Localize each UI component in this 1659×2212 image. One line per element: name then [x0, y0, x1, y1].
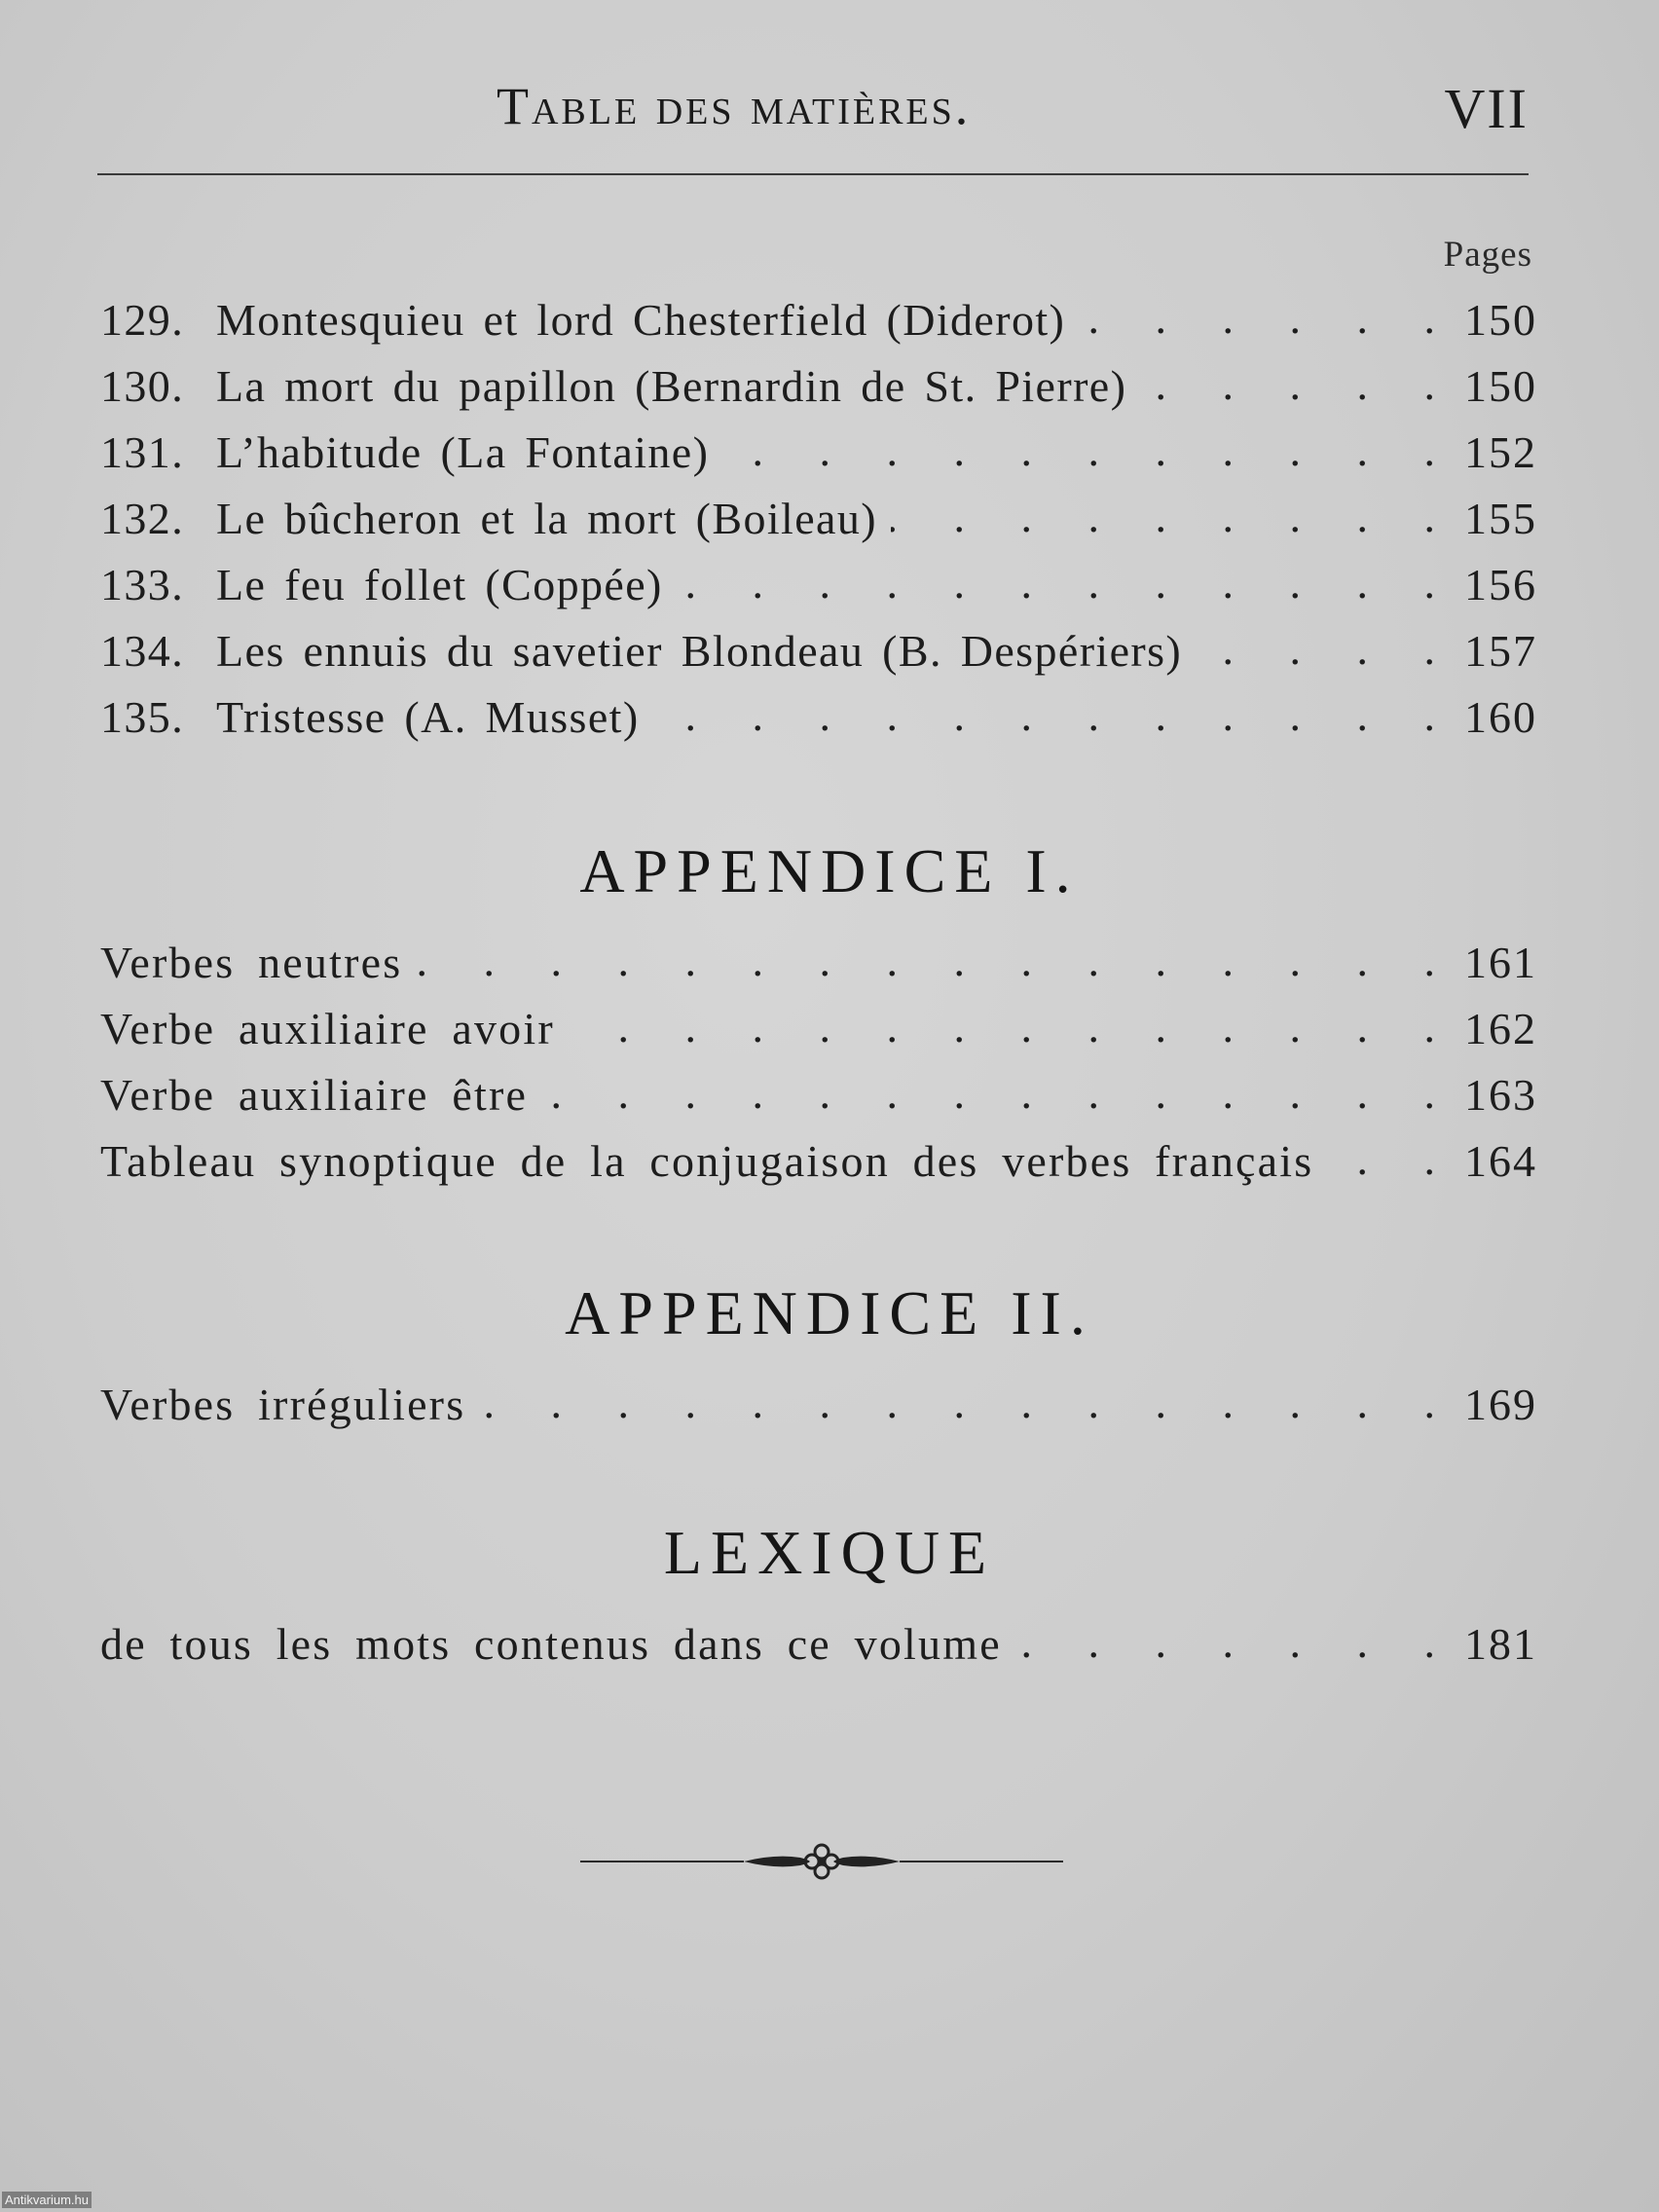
appendice-2-entries	[100, 1379, 1537, 1445]
toc-entry	[100, 294, 1537, 360]
entry-title: Verbes irréguliers	[100, 1380, 466, 1429]
dot-leader	[1196, 623, 1455, 675]
dot-leader	[1079, 292, 1455, 344]
entry-title: Tristesse (A. Musset)	[216, 692, 640, 742]
entry-page: 161	[1464, 938, 1537, 987]
entry-title: Verbes neutres	[100, 938, 403, 987]
appendice-1-heading: APPENDICE I.	[579, 836, 1080, 905]
entry-page: 152	[1464, 427, 1537, 477]
entry-page: 181	[1464, 1619, 1537, 1669]
entry-title: Verbe auxiliaire avoir	[100, 1004, 555, 1053]
dot-leader	[541, 1067, 1455, 1119]
entry-page: 150	[1464, 361, 1537, 411]
dot-leader	[891, 491, 1455, 542]
entry-number: 132.	[100, 494, 185, 543]
entry-title: La mort du papillon (Bernardin de St. Pierre)	[216, 361, 1127, 411]
appendice-2-heading: APPENDICE II.	[565, 1278, 1094, 1347]
dot-leader	[1327, 1133, 1455, 1185]
entry-page: 169	[1464, 1380, 1537, 1429]
entry-number: 133.	[100, 560, 185, 609]
dot-leader	[1015, 1616, 1455, 1668]
entry-page: 163	[1464, 1070, 1537, 1120]
toc-entry	[100, 691, 1537, 757]
dot-leader	[722, 424, 1455, 476]
dot-leader	[677, 557, 1455, 608]
entry-title: Tableau synoptique de la conjugaison des verbes français	[100, 1136, 1314, 1186]
entry-number: 130.	[100, 361, 185, 411]
lexique-heading: LEXIQUE	[663, 1518, 996, 1587]
toc-entry	[100, 360, 1537, 426]
dot-leader	[1140, 358, 1455, 410]
pages-column-label: Pages	[1443, 235, 1532, 275]
entry-number: 131.	[100, 427, 185, 477]
entry-page: 156	[1464, 560, 1537, 609]
toc-entry	[100, 1135, 1537, 1201]
dot-leader	[569, 1001, 1455, 1052]
entry-page: 150	[1464, 295, 1537, 345]
header-rule	[97, 173, 1529, 175]
page-title: Table des matières.	[497, 77, 972, 135]
appendice-1-entries	[100, 937, 1537, 1201]
toc-entry	[100, 1003, 1537, 1069]
ornament-flourish-icon	[580, 1842, 1063, 1881]
entry-page: 162	[1464, 1004, 1537, 1053]
entry-page: 155	[1464, 494, 1537, 543]
dot-leader	[653, 689, 1455, 741]
dot-leader	[479, 1377, 1455, 1428]
entry-page: 164	[1464, 1136, 1537, 1186]
toc-entry	[100, 625, 1537, 691]
toc-entry	[100, 559, 1537, 625]
toc-entry	[100, 426, 1537, 493]
entry-title: Verbe auxiliaire être	[100, 1070, 529, 1120]
entry-title: Les ennuis du savetier Blondeau (B. Despériers)	[216, 626, 1183, 676]
toc-entry	[100, 1618, 1537, 1684]
entry-title: de tous les mots contenus dans ce volume	[100, 1619, 1002, 1669]
entry-number: 134.	[100, 626, 185, 676]
entry-title: Montesquieu et lord Chesterfield (Diderot)	[216, 295, 1066, 345]
dot-leader	[416, 935, 1455, 986]
entry-title: L’habitude (La Fontaine)	[216, 427, 710, 477]
entry-title: Le feu follet (Coppée)	[216, 560, 663, 609]
toc-numbered-entries	[100, 294, 1537, 757]
toc-entry	[100, 937, 1537, 1003]
entry-number: 135.	[100, 692, 185, 742]
entry-title: Le bûcheron et la mort (Boileau)	[216, 494, 877, 543]
entry-number: 129.	[100, 295, 185, 345]
running-head	[0, 76, 1659, 144]
toc-entry	[100, 493, 1537, 559]
page-folio: VII	[1444, 77, 1529, 140]
toc-entry	[100, 1069, 1537, 1135]
entry-page: 157	[1464, 626, 1537, 676]
watermark: Antikvarium.hu	[2, 2192, 92, 2208]
toc-entry	[100, 1379, 1537, 1445]
entry-page: 160	[1464, 692, 1537, 742]
lexique-entries	[100, 1618, 1537, 1684]
